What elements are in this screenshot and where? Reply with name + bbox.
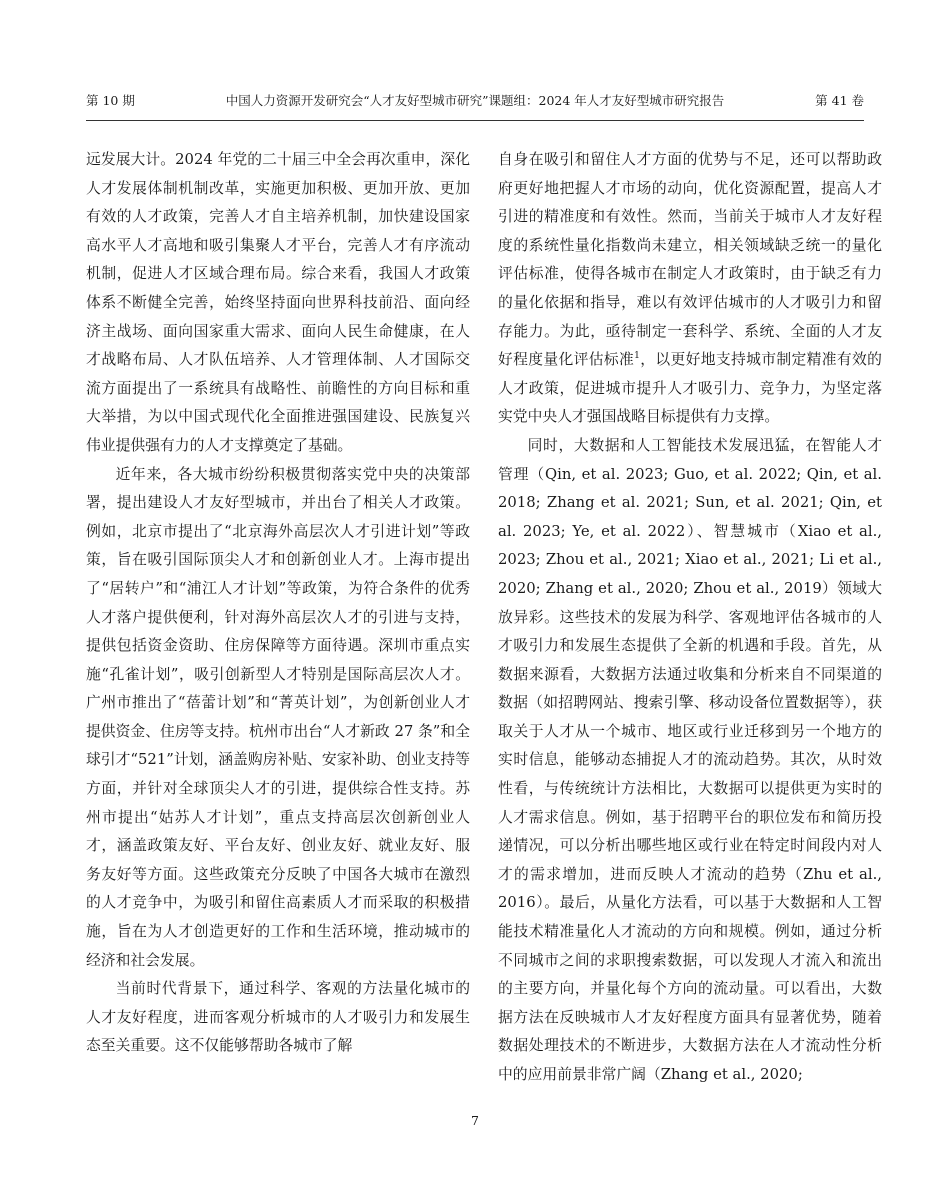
paragraph-city-policies: 近年来，各大城市纷纷积极贯彻落实党中央的决策部署，提出建设人才友好型城市，并出台了相关人才政策。例如，北京市提出了“北京海外高层次人才引进计划”等政策，旨在吸引国际顶尖人才和创新创业人才。上海市提出了“居转户”和“浦江人才计划”等政策，为符合条件的优秀人才落户提供便利，针对海外高层次人才的引进与支持，提供包括资金资助、住房保障等方面待遇。深圳市重点实施“孔雀计划”，吸引创新型人才特别是国际高层次人才。广州市推出了“蓓蕾计划”和“菁英计划”，为创新创业人才提供资金、住房等支持。杭州市出台“人才新政 27 条”和全球引才“521”计划，涵盖购房补贴、安家补助、创业支持等方面，并针对全球顶尖人才的引进，提供综合性支持。苏州市提出“姑苏人才计划”，重点支持高层次创新创业人才，涵盖政策友好、平台友好、创业友好、就业友好、服务友好等方面。这些政策充分反映了中国各大城市在激烈的人才竞争中，为吸引和留住高素质人才而采取的积极措施，旨在为人才创造更好的工作和生活环境，推动城市的经济和社会发展。	[86, 465, 470, 969]
left-column	[86, 146, 470, 1061]
paragraph-quantification: 当前时代背景下，通过科学、客观的方法量化城市的人才友好程度，进而客观分析城市的人才吸引力和发展生态至关重要。这不仅能够帮助各城市了解	[86, 980, 470, 1055]
volume-number: 第 41 卷	[815, 93, 864, 108]
paragraph-big-data: 同时，大数据和人工智能技术发展迅猛，在智能人才管理（Qin, et al. 2023; Guo, et al. 2022; Qin, et al. 2018; Zhang et al. 2021; Sun, et al. 2021; Qin, et al. 2023; Ye, et al. 2022）、智慧城市（Xiao et al., 2023; Zhou et al., 2021; Xiao et al., 2021; Li et al., 2020; Zhang et al., 2020; Zhou et al., 2019）领域大放异彩。这些技术的发展为科学、客观地评估各城市的人才吸引力和发展生态提供了全新的机遇和手段。首先，从数据来源看，大数据方法通过收集和分析来自不同渠道的数据（如招聘网站、搜索引擎、移动设备位置数据等），获取关于人才从一个城市、地区或行业迁移到另一个地方的实时信息，能够动态捕捉人才的流动趋势。其次，从时效性看，与传统统计方法相比，大数据可以提供更为实时的人才需求信息。例如，基于招聘平台的职位发布和简历投递情况，可以分析出哪些地区或行业在特定时间段内对人才的需求增加，进而反映人才流动的趋势（Zhu et al., 2016）。最后，从量化方法看，可以基于大数据和人工智能技术精准量化人才流动的方向和规模。例如，通过分析不同城市之间的求职搜索数据，可以发现人才流入和流出的主要方向，并量化每个方向的流动量。可以看出，大数据方法在反映城市人才友好程度方面具有显著优势，随着数据处理技术的不断进步，大数据方法在人才流动性分析中的应用前景非常广阔（Zhang et al., 2020;	[498, 436, 882, 1083]
header-rule	[86, 120, 864, 121]
paragraph-continued: 远发展大计。2024 年党的二十届三中全会再次重申，深化人才发展体制机制改革，实施更加积极、更加开放、更加有效的人才政策，完善人才自主培养机制，加快建设国家高水平人才高地和吸引集聚人才平台，完善人才有序流动机制，促进人才区域合理布局。综合来看，我国人才政策体系不断健全完善，始终坚持面向世界科技前沿、面向经济主战场、面向国家重大需求、面向人民生命健康，在人才战略布局、人才队伍培养、人才管理体制、人才国际交流方面提出了一系统具有战略性、前瞻性的方向目标和重大举措，为以中国式现代化全面推进强国建设、民族复兴伟业提供强有力的人才支撑奠定了基础。	[86, 151, 470, 454]
paragraph-text: ，以更好地支持城市制定精准有效的人才政策，促进城市提升人才吸引力、竞争力，为坚定落实党中央人才强国战略目标提供有力支撑。	[498, 351, 882, 426]
footnote-marker: 1	[634, 351, 640, 362]
paragraph-text: 自身在吸引和留住人才方面的优势与不足，还可以帮助政府更好地把握人才市场的动向，优化资源配置，提高人才引进的精准度和有效性。然而，当前关于城市人才友好程度的系统性量化指数尚未建立，相关领域缺乏统一的量化评估标准，使得各城市在制定人才政策时，由于缺乏有力的量化依据和指导，难以有效评估城市的人才吸引力和留存能力。为此，亟待制定一套科学、系统、全面的人才友好程度量化评估标准	[498, 151, 882, 369]
paragraph-continued-right	[498, 146, 882, 432]
page-number: 7	[471, 1113, 479, 1128]
issue-number: 第 10 期	[86, 93, 135, 108]
header-title: 中国人力资源开发研究会“人才友好型城市研究”课题组：2024 年人才友好型城市研究报告	[225, 93, 725, 108]
right-column	[498, 146, 882, 1090]
